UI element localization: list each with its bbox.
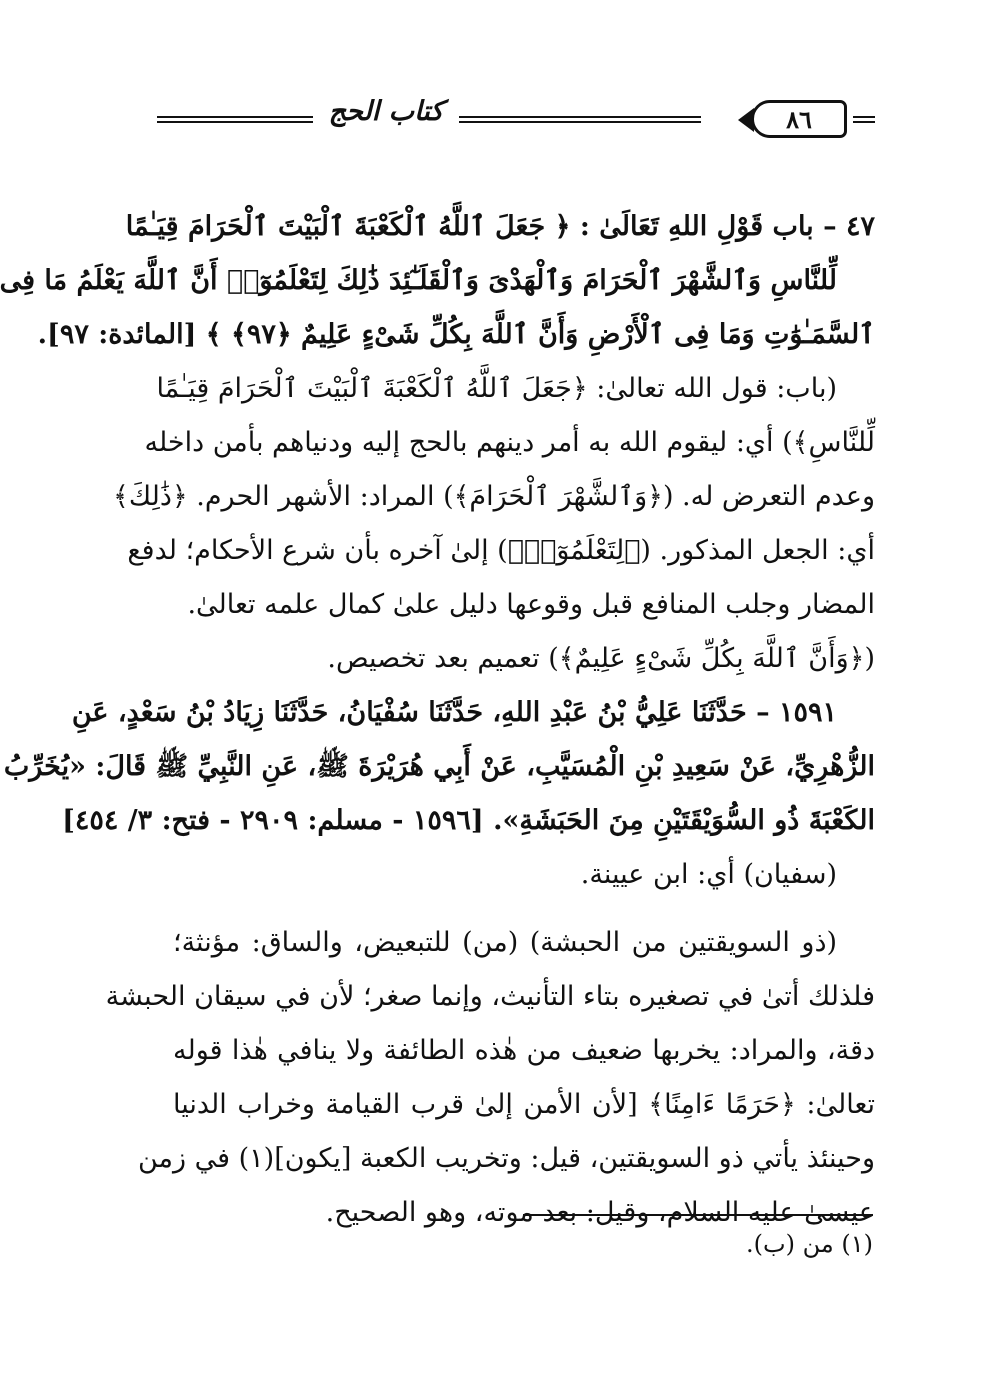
body-text bbox=[0, 200, 875, 1240]
commentary-line: دقة، والمراد: يخربها ضعيف من هٰذه الطائفة ولا ينافي هٰذا قوله bbox=[173, 1035, 875, 1066]
commentary-line: تعالىٰ: ﴿حَرَمًا ءَامِنًا﴾ [لأن الأمن إلىٰ قرب القيامة وخراب الدنيا bbox=[173, 1089, 875, 1120]
commentary-line: عيسىٰ عليه السلام، وقيل: بعد موته، وهو الصحيح. bbox=[325, 1197, 875, 1228]
commentary-line: (سفيان) أي: ابن عيينة. bbox=[580, 859, 837, 890]
footnote: (١) من (ب). bbox=[746, 1230, 873, 1258]
commentary-line: أي: الجعل المذكور. (﴿لِتَعْلَمُوٓا۟﴾) إلىٰ آخره بأن شرع الأحكام؛ لدفع bbox=[127, 535, 875, 566]
paragraph-gap bbox=[173, 902, 875, 916]
commentary-line: (﴿وَأَنَّ ٱللَّهَ بِكُلِّ شَىْءٍ عَلِيمٌ﴾) تعميم بعد تخصيص. bbox=[327, 643, 875, 674]
commentary-line: (ذو السويقتين من الحبشة) (من) للتبعيض، والساق: مؤنثة؛ bbox=[173, 927, 837, 958]
running-title: كتاب الحج bbox=[328, 96, 444, 127]
commentary-line: لِّلنَّاسِ﴾) أي: ليقوم الله به أمر دينهم بالحج إليه ودنياهم بأمن داخله bbox=[144, 427, 875, 458]
commentary-line: وعدم التعرض له. (﴿وَٱلشَّهْرَ ٱلْحَرَامَ﴾) المراد: الأشهر الحرم. ﴿ذَٰلِكَ﴾ bbox=[113, 481, 875, 512]
footnote-separator bbox=[523, 1214, 873, 1216]
hadith-line: الزُّهْرِيِّ، عَنْ سَعِيدِ بْنِ الْمُسَيَّبِ، عَنْ أَبِي هُرَيْرَةَ ﷺ، عَنِ النَّبِيِّ ﷺ قَالَ: «يُخَرِّبُ bbox=[3, 751, 875, 782]
hadith-line: الكَعْبَةَ ذُو السُّوَيْقَتَيْنِ مِنَ الحَبَشَةِ». [١٥٩٦ - مسلم: ٢٩٠٩ - فتح: ٣/ ٤٥٤] bbox=[62, 805, 875, 836]
chapter-heading-line: لِّلنَّاسِ وَٱلشَّهْرَ ٱلْحَرَامَ وَٱلْهَدْىَ وَٱلْقَلَـٰٓئِدَ ذَٰلِكَ لِتَعْلَمُوٓا۟ أَنَّ ٱللَّهَ يَعْلَمُ مَا فِى bbox=[0, 265, 837, 296]
hadith-line: ١٥٩١ – حَدَّثَنَا عَلِيُّ بْنُ عَبْدِ اللهِ، حَدَّثَنَا سُفْيَانُ، حَدَّثَنَا زِيَادُ بْنُ سَعْدٍ، عَنِ bbox=[71, 697, 837, 728]
chapter-heading-line: ٤٧ – باب قَوْلِ اللهِ تَعَالَىٰ : ﴿ جَعَلَ ٱللَّهُ ٱلْكَعْبَةَ ٱلْبَيْتَ ٱلْحَرَامَ قِيَـٰمًا bbox=[125, 211, 875, 242]
chapter-heading-line: ٱلسَّمَـٰوَٰتِ وَمَا فِى ٱلْأَرْضِ وَأَنَّ ٱللَّهَ بِكُلِّ شَىْءٍ عَلِيمٌ ﴿٩٧﴾ ﴾ [المائدة: ٩٧]. bbox=[37, 319, 875, 350]
running-header bbox=[157, 96, 875, 148]
commentary-line: المضار وجلب المنافع قبل وقوعها دليل علىٰ كمال علمه تعالىٰ. bbox=[187, 589, 875, 620]
header-rule-left bbox=[157, 116, 313, 123]
header-rule-middle bbox=[459, 116, 701, 123]
page-number-badge bbox=[751, 100, 847, 138]
commentary-line: وحينئذ يأتي ذو السويقتين، قيل: وتخريب الكعبة [يكون](١) في زمن bbox=[137, 1143, 875, 1174]
commentary-line: فلذلك أتىٰ في تصغيره بتاء التأنيث، وإنما صغر؛ لأن في سيقان الحبشة bbox=[105, 981, 875, 1012]
page-number: ٨٦ bbox=[786, 104, 812, 134]
commentary-line: (باب: قول الله تعالىٰ: ﴿جَعَلَ ٱللَّهُ ٱلْكَعْبَةَ ٱلْبَيْتَ ٱلْحَرَامَ قِيَـٰمًا bbox=[156, 373, 837, 404]
header-rule-right bbox=[853, 116, 875, 123]
